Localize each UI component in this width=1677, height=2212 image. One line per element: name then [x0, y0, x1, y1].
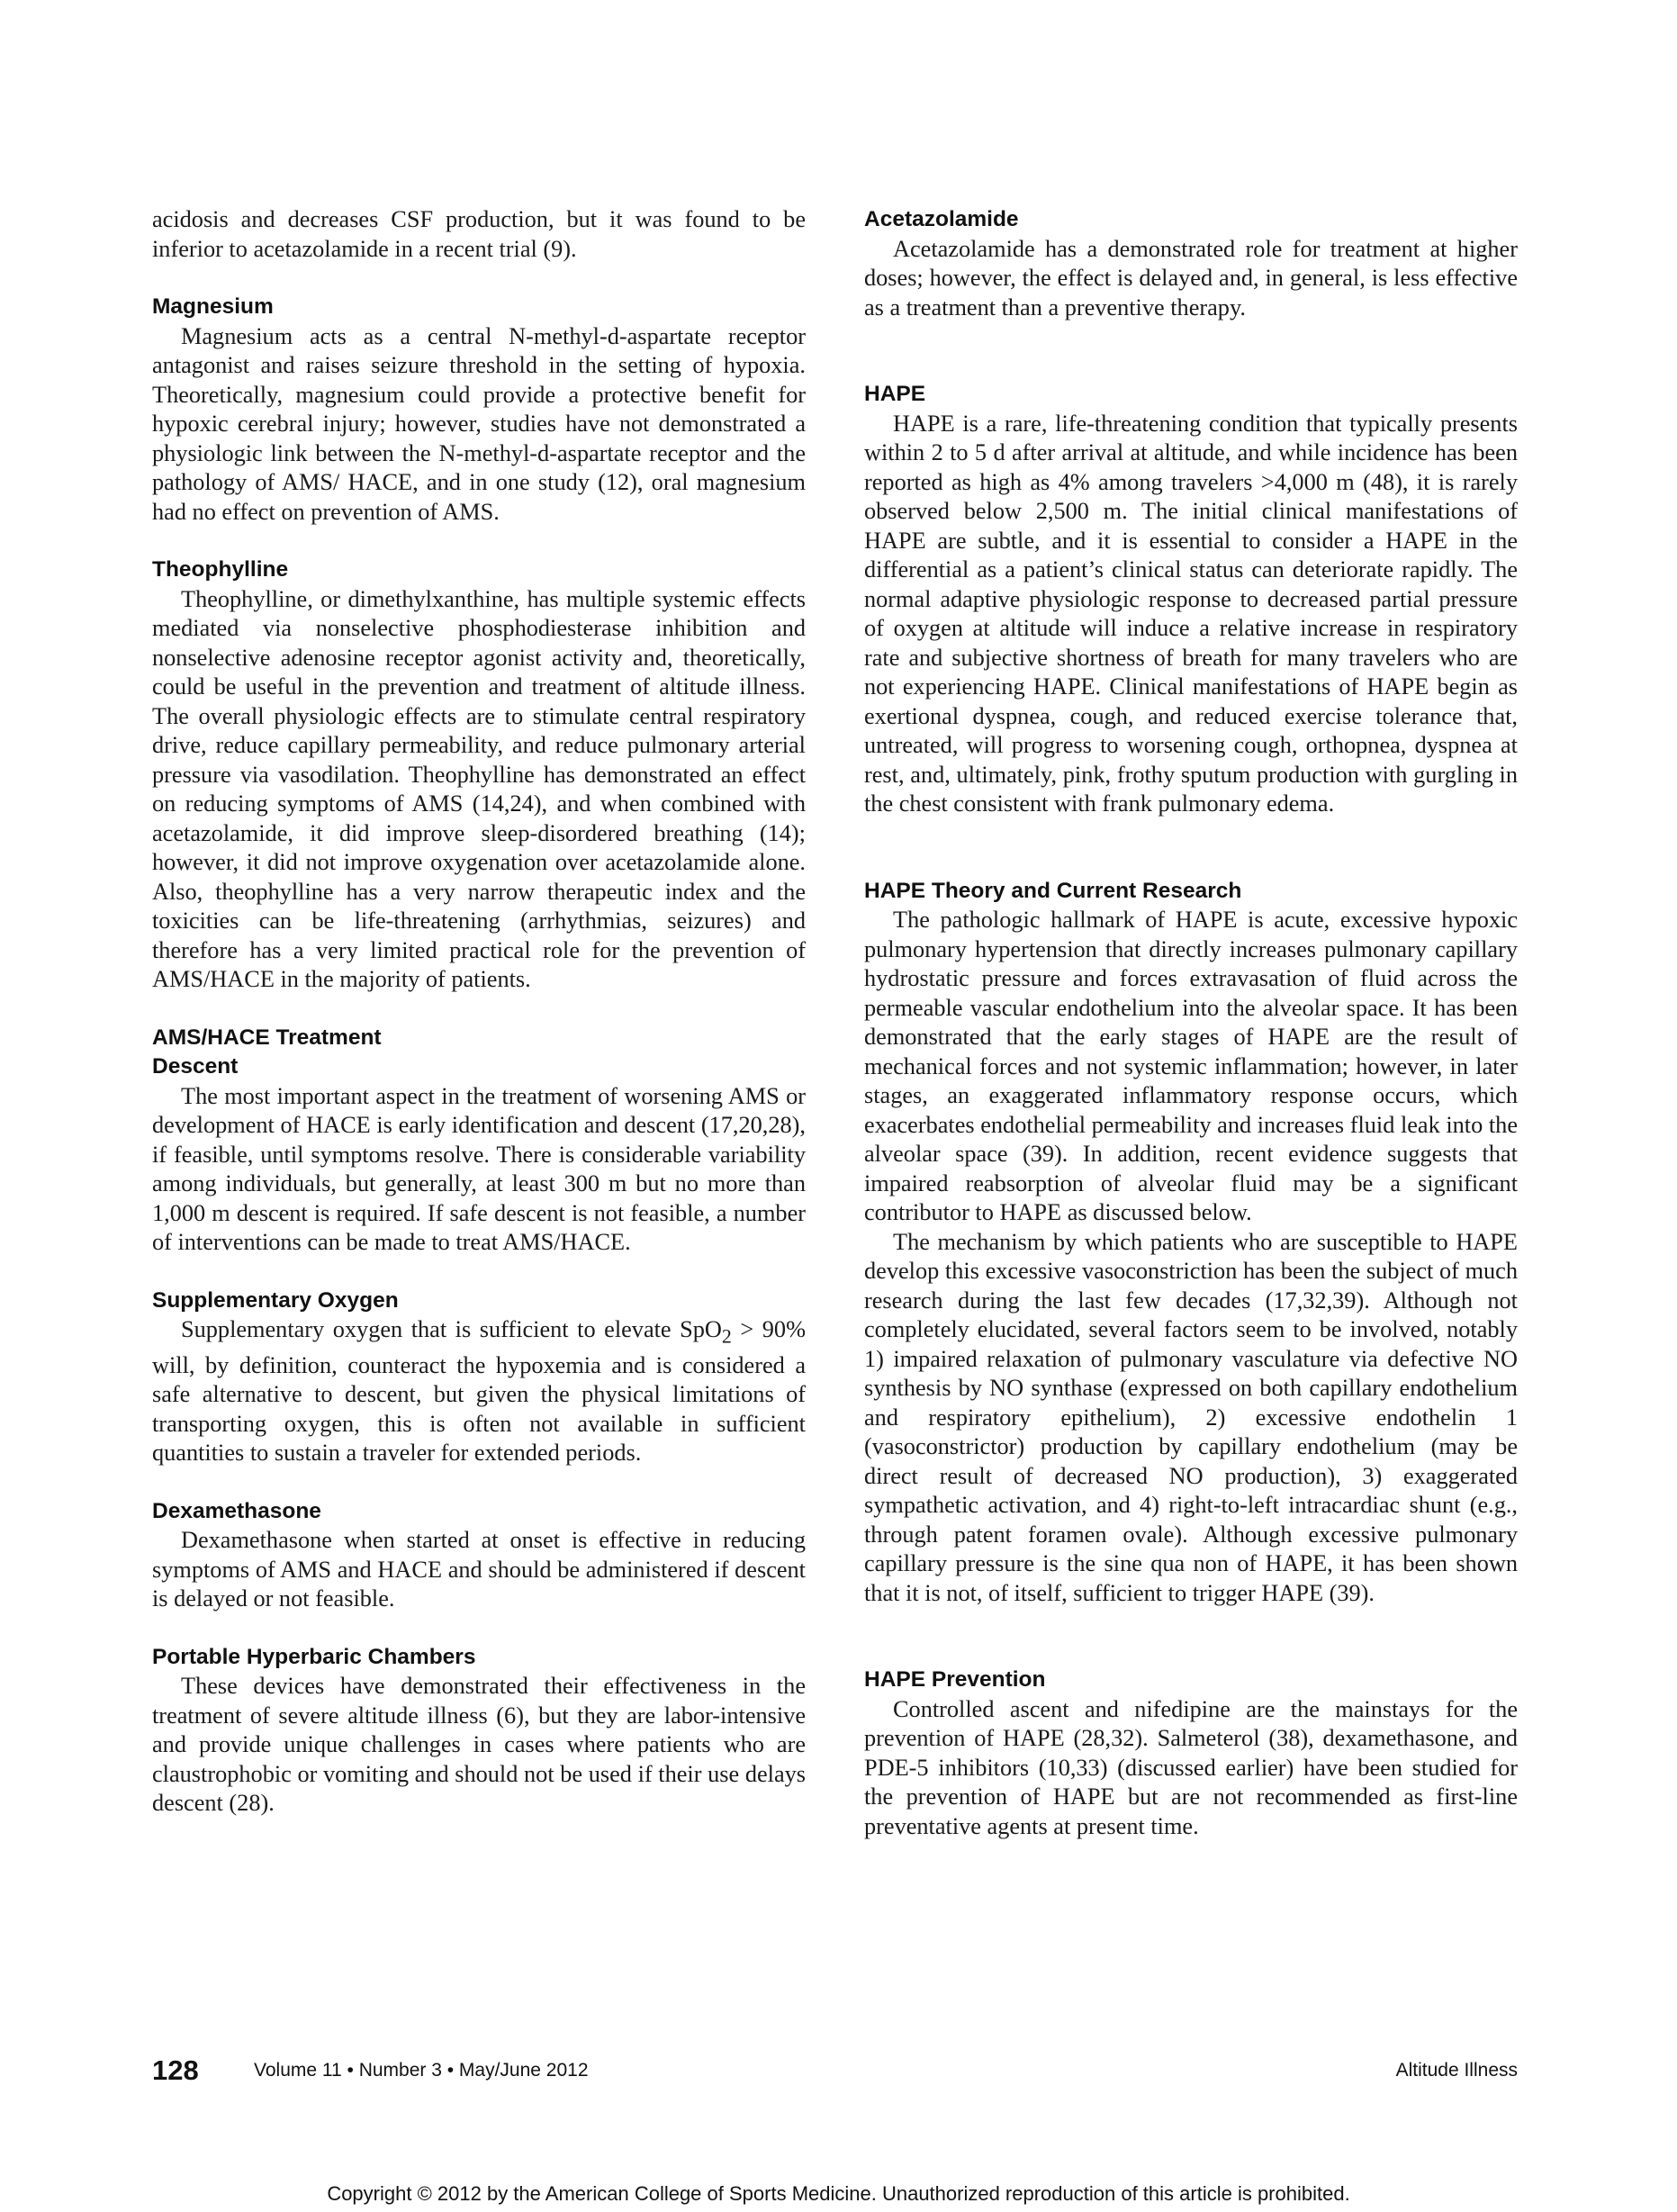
page-footer — [152, 2054, 1518, 2090]
section-acetazolamide — [864, 205, 1518, 322]
text-run: Supplementary oxygen that is sufficient to elevate SpO — [181, 1316, 722, 1342]
right-column — [864, 205, 1518, 1841]
section-heading: Portable Hyperbaric Chambers — [152, 1644, 476, 1669]
paragraph: The mechanism by which patients who are susceptible to HAPE develop this excessive vasoconstriction has been the subject of much research during the last few decades (17,32,39). Although not completely elucidated, several factors seem to be involved, notably 1) impaired relaxation of pulmonary vasculature via defective NO synthesis by NO synthase (expressed on both capillary endothelium and respiratory epithelium), 2) excessive endothelin 1 (vasoconstrictor) production by capillary endothelium (may be direct result of decreased NO production), 3) exaggerated sympathetic activation, and 4) right-to-left intracardiac shunt (e.g., through patent foramen ovale). Although excessive pulmonary capillary pressure is the sine qua non of HAPE, it has been shown that it is not, of itself, sufficient to trigger HAPE (39). — [864, 1228, 1518, 1606]
paragraph: Theophylline, or dimethylxanthine, has multiple systemic effects mediated via nonselective phosphodiesterase inhibition and nonselective adenosine receptor agonist activity and, theoretically, could be useful in the prevention and treatment of altitude illness. The overall physiologic effects are to stimulate central respiratory drive, reduce capillary permeability, and reduce pulmonary arterial pressure via vasodilation. Theophylline has demonstrated an effect on reducing symptoms of AMS (14,24), and when combined with acetazolamide, it did improve sleep-disordered breathing (14); however, it did not improve oxygenation over acetazolamide alone. Also, theophylline has a very narrow therapeutic index and the toxicities can be life-threatening (arrhythmias, seizures) and therefore has a very limited practical role for the prevention of AMS/HACE in the majority of patients. — [152, 585, 806, 992]
section-supplementary-oxygen — [152, 1287, 806, 1468]
section-heading: Dexamethasone — [152, 1498, 321, 1523]
section-ams-hace-treatment — [152, 1024, 806, 1258]
section-hyperbaric-chambers — [152, 1643, 806, 1819]
paragraph: These devices have demonstrated their effectiveness in the treatment of severe altitude illness (6), but they are labor-intensive and provide unique challenges in cases where patients who are claustrophobic or vomiting and should not be used if their use delays descent (28). — [152, 1673, 806, 1817]
paragraph — [152, 1315, 806, 1468]
section-hape-prevention — [864, 1666, 1518, 1841]
journal-info: Volume 11 • Number 3 • May/June 2012 — [254, 2060, 589, 2081]
section-heading: Acetazolamide — [864, 207, 1019, 231]
section-dexamethasone — [152, 1497, 806, 1614]
section-heading: Magnesium — [152, 294, 274, 319]
paragraph: The pathologic hallmark of HAPE is acute, excessive hypoxic pulmonary hypertension that directly increases pulmonary capillary hydrostatic pressure and forces extravasation of fluid across the permeable vascular endothelium into the alveolar space. It has been demonstrated that the early stages of HAPE are the result of mechanical forces and not systemic inflammation; however, in later stages, an exaggerated inflammatory response occurs, which exacerbates endothelial permeability and increases fluid leak into the alveolar space (39). In addition, recent evidence suggests that impaired reabsorption of alveolar fluid may be a significant contributor to HAPE as discussed below. — [864, 907, 1518, 1225]
paragraph: The most important aspect in the treatment of worsening AMS or development of HACE is early identification and descent (17,20,28), if feasible, until symptoms resolve. There is considerable variability among individuals, but generally, at least 300 m but no more than 1,000 m descent is required. If safe descent is not feasible, a number of interventions can be made to treat AMS/HACE. — [152, 1082, 806, 1255]
section-heading: HAPE Theory and Current Research — [864, 878, 1242, 903]
paragraph: Acetazolamide has a demonstrated role for treatment at higher doses; however, the effect is delayed and, in general, is less effective as a treatment than a preventive therapy. — [864, 235, 1518, 321]
intro-paragraph: acidosis and decreases CSF production, but it was found to be inferior to acetazolamide in a recent trial (9). — [152, 206, 806, 262]
paragraph: Controlled ascent and nifedipine are the mainstays for the prevention of HAPE (28,32). Salmeterol (38), dexamethasone, and PDE-5 inhibitors (10,33) (discussed earlier) have been studied for the prevention of HAPE but are not recommended as first-line preventative agents at present time. — [864, 1695, 1518, 1839]
section-heading: HAPE Prevention — [864, 1667, 1046, 1692]
section-theophylline — [152, 555, 806, 995]
running-title: Altitude Illness — [1395, 2060, 1518, 2081]
section-magnesium — [152, 293, 806, 527]
section-heading: AMS/HACE Treatment — [152, 1025, 382, 1050]
copyright-notice: Copyright © 2012 by the American College of Sports Medicine. Unauthorized reproduction of this article is prohibited. — [327, 2182, 1350, 2205]
section-heading: HAPE — [864, 382, 926, 406]
section-heading: Supplementary Oxygen — [152, 1287, 399, 1313]
subscript: 2 — [721, 1324, 732, 1348]
left-column — [152, 205, 806, 1819]
section-heading: Theophylline — [152, 557, 289, 582]
subsection-heading: Descent — [152, 1054, 239, 1079]
paragraph: HAPE is a rare, life-threatening condition that typically presents within 2 to 5 d after arrival at altitude, and while incidence has been reported as high as 4% among travelers >4,000 m (48), it is rarely observed below 2,500 m. The initial clinical manifestations of HAPE are subtle, and it is essential to consider a HAPE in the differential as a patient’s clinical status can deteriorate rapidly. The normal adaptive physiologic response to decreased partial pressure of oxygen at altitude will induce a relative increase in respiratory rate and subjective shortness of breath for many travelers who are not experiencing HAPE. Clinical manifestations of HAPE begin as exertional dyspnea, cough, and reduced exercise tolerance that, untreated, will progress to worsening cough, orthopnea, dyspnea at rest, and, ultimately, pink, frothy sputum production with gurgling in the chest consistent with frank pulmonary edema. — [864, 410, 1518, 817]
section-hape-theory — [864, 877, 1518, 1609]
page-number: 128 — [152, 2054, 199, 2086]
section-hape — [864, 380, 1518, 819]
paragraph: Magnesium acts as a central N-methyl-d-aspartate receptor antagonist and raises seizure threshold in the setting of hypoxia. Theoretically, magnesium could provide a protective benefit for hypoxic cerebral injury; however, studies have not demonstrated a physiologic link between the N-methyl-d-aspartate receptor and the pathology of AMS/ HACE, and in one study (12), oral magnesium had no effect on prevention of AMS. — [152, 322, 806, 525]
text-run: > 90% will, by definition, counteract the hypoxemia and is considered a safe alternative to descent, but given the physical limitations of transporting oxygen, this is often not available in sufficient quantities to sustain a traveler for extended periods. — [152, 1316, 806, 1467]
paragraph: Dexamethasone when started at onset is effective in reducing symptoms of AMS and HACE and should be administered if descent is delayed or not feasible. — [152, 1527, 806, 1612]
